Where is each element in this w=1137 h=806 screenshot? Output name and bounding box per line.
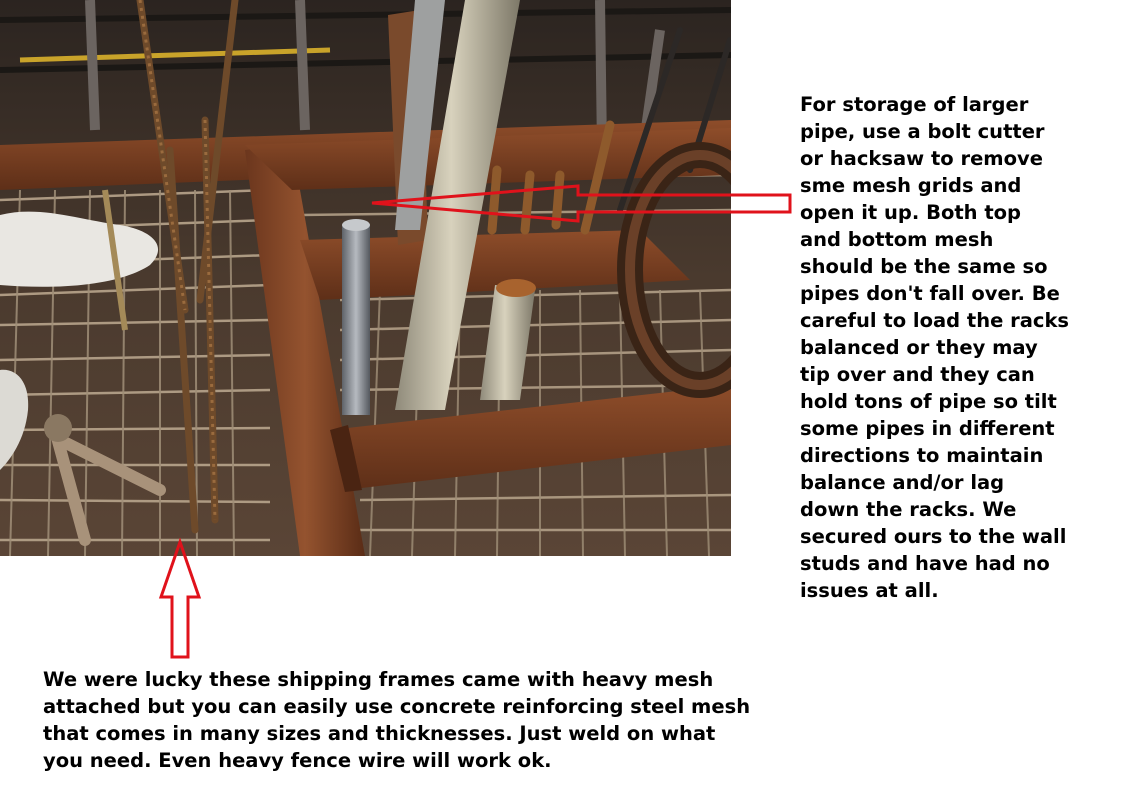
up-arrow-icon xyxy=(161,542,199,657)
pipe-rack-photo-drawing xyxy=(0,0,731,556)
mesh-tip-caption: We were lucky these shipping frames came with heavy mesh attached but you can easily use concrete reinforcing steel mesh that comes in many sizes and thicknesses. Just weld on what you need. Even heavy fence wire will work ok. xyxy=(43,668,751,772)
pipe-rack-photo xyxy=(0,0,731,556)
storage-tip-caption: For storage of larger pipe, use a bolt cutter or hacksaw to remove sme mesh grids and open it up. Both top and bottom mesh should be the same so pipes don't fall over. Be careful to load the racks balanced or they may tip over and they can hold tons of pipe so tilt some pipes in different directions to maintain balance and/or lag down the racks. We secured ours to the wall studs and have had no issues at all. xyxy=(800,93,1070,602)
